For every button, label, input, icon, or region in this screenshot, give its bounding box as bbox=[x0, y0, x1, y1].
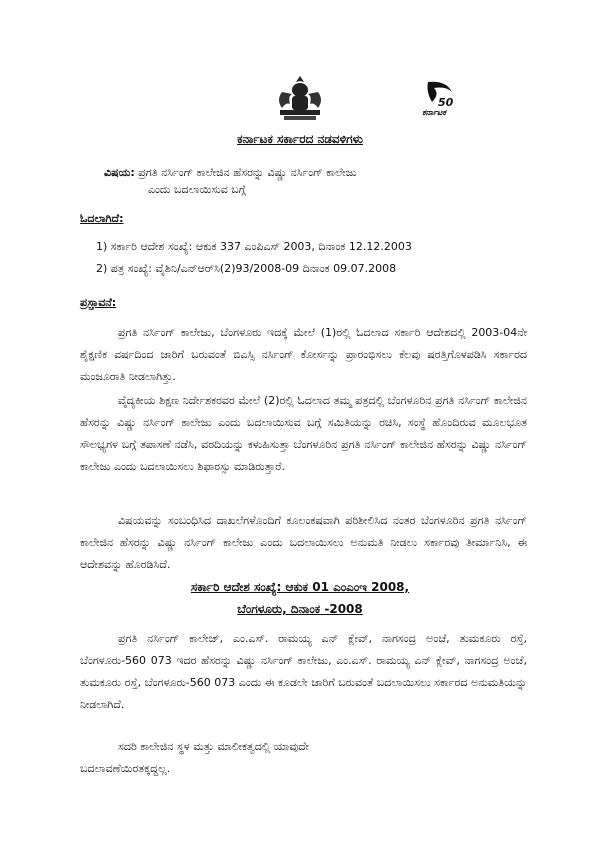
reference-item: 2) ಪತ್ರ ಸಂಖ್ಯೆ: ವೈಶಿನಿ/ಎನ್‌ಆರ್‌ಸಿ(2)93/2008-09 ದಿನಾಂಕ 09.07.2008 bbox=[96, 262, 397, 275]
closing-line-2: ಬದಲಾವಣೆಯಿರತಕ್ಕದ್ದಲ್ಲ. bbox=[80, 762, 171, 775]
preamble-heading: ಪ್ರಸ್ತಾವನೆ: bbox=[80, 296, 117, 309]
references-list bbox=[96, 236, 412, 280]
subject-label: ವಿಷಯ: bbox=[104, 166, 135, 179]
order-number: ಸರ್ಕಾರಿ ಆದೇಶ ಸಂಖ್ಯೆ: ಆಕುಕ 01 ಎಂಎಂಇ 2008, bbox=[190, 580, 410, 594]
closing-line-1: ಸದರಿ ಕಾಲೇಜಿನ ಸ್ಥಳ ಮತ್ತು ಮಾಲೀಕತ್ವದಲ್ಲಿ ಯಾವುದೇ bbox=[118, 740, 309, 753]
preamble-paragraph-2 bbox=[80, 390, 527, 478]
closing-paragraph bbox=[80, 736, 527, 758]
karnataka-50-logo bbox=[410, 80, 458, 126]
paragraph-text: ವೈದ್ಯಕೀಯ ಶಿಕ್ಷಣ ನಿರ್ದೇಶಕರವರ ಮೇಲೆ (2)ರಲ್ಲಿ ಓದಲಾದ ತಮ್ಮ ಪತ್ರದಲ್ಲಿ ಬೆಂಗಳೂರಿನ ಪ್ರಗತಿ ನರ್ಸಿಂಗ್ ಕಾಲೇಜಿನ ಹೆಸರನ್ನು ವಿಷ್ಣು ನರ್ಸಿಂಗ್ ಕಾಲೇಜು ಎಂದು ಬದಲಾಯಿಸುವ ಬಗ್ಗೆ ಸಮಿತಿಯನ್ನು ರಚಿಸಿ, ಸಂಸ್ಥೆ ಹೊಂದಿರುವ ಮೂಲಭೂತ ಸೌಲಭ್ಯಗಳ ಬಗ್ಗೆ ತಪಾಸಣೆ ನಡೆಸಿ, ವರದಿಯನ್ನು ಕಳುಹಿಸುತ್ತಾ ಬೆಂಗಳೂರಿನ ಪ್ರಗತಿ ನರ್ಸಿಂಗ್ ಕಾಲೇಜಿನ ಹೆಸರನ್ನು ವಿಷ್ಣು ನರ್ಸಿಂಗ್ ಕಾಲೇಜು ಎಂದು ಬದಲಾಯಿಸಲು ಶಿಫಾರಸ್ಸು ಮಾಡಿರುತ್ತಾರೆ. bbox=[80, 394, 527, 473]
svg-text:50: 50 bbox=[438, 96, 454, 109]
karnataka-50-logo-icon bbox=[410, 80, 458, 110]
reference-item: 1) ಸರ್ಕಾರಿ ಆದೇಶ ಸಂಖ್ಯೆ: ಆಕುಕ 337 ಎಂಪಿಎಸ್ 2003, ದಿನಾಂಕ 12.12.2003 bbox=[96, 240, 412, 253]
order-heading bbox=[0, 576, 600, 620]
paragraph-text: ಪ್ರಗತಿ ನರ್ಸಿಂಗ್ ಕಾಲೇಜ್, ಎಂ.ಎಸ್. ರಾಮಯ್ಯ ಎನ್ ಕ್ಲೇವ್, ನಾಗಸಂದ್ರ ಅಂಚೆ, ತುಮಕೂರು ರಸ್ತೆ, ಬೆಂಗಳೂರು-560 073 ಇದರ ಹೆಸರನ್ನು ವಿಷ್ಣು ನರ್ಸಿಂಗ್ ಕಾಲೇಜು, ಎಂ.ಎಸ್. ರಾಮಯ್ಯ ಎನ್ ಕ್ಲೇವ್, ನಾಗಸಂದ್ರ ಅಂಚೆ, ತುಮಕೂರು ರಸ್ತೆ, ಬೆಂಗಳೂರು-560 073 ಎಂದು ಈ ಕೂಡಲೇ ಜಾರಿಗೆ ಬರುವಂತೆ ಬದಲಾಯಿಸಲು ಸರ್ಕಾರದ ಅನುಮತಿಯನ್ನು ನೀಡಲಾಗಿದೆ. bbox=[80, 632, 527, 711]
order-paragraph bbox=[80, 628, 527, 716]
paragraph-text: ಪ್ರಗತಿ ನರ್ಸಿಂಗ್ ಕಾಲೇಜು, ಬೆಂಗಳೂರು ಇದಕ್ಕೆ ಮೇಲೆ (1)ರಲ್ಲಿ ಓದಲಾದ ಸರ್ಕಾರಿ ಆದೇಶದಲ್ಲಿ 2003-04ನೇ ಶೈಕ್ಷಣಿಕ ವರ್ಷದಿಂದ ಜಾರಿಗೆ ಬರುವಂತೆ ಬಿಎಸ್ಸಿ ನರ್ಸಿಂಗ್ ಕೋರ್ಸನ್ನು ಪ್ರಾರಂಭಿಸಲು ಕೆಲವು ಷರತ್ತಿಗೊಳಪಡಿಸಿ ಸರ್ಕಾರದ ಮಂಜೂರಾತಿ ನೀಡಲಾಗಿತ್ತು. bbox=[80, 326, 527, 383]
state-emblem-icon bbox=[270, 72, 330, 124]
document-title: ಕರ್ನಾಟಕ ಸರ್ಕಾರದ ನಡವಳಿಗಳು bbox=[237, 132, 363, 146]
order-place-date: ಬೆಂಗಳೂರು, ದಿನಾಂಕ -2008 bbox=[237, 602, 363, 616]
logo-caption: ಕರ್ನಾಟಕ bbox=[422, 108, 446, 117]
subject-block bbox=[104, 164, 524, 198]
subject-line-1: ಪ್ರಗತಿ ನರ್ಸಿಂಗ್ ಕಾಲೇಜಿನ ಹೆಸರನ್ನು ವಿಷ್ಣು ನರ್ಸಿಂಗ್ ಕಾಲೇಜು bbox=[138, 166, 357, 179]
preamble-paragraph-3 bbox=[80, 510, 527, 576]
references-heading: ಓದಲಾಗಿದೆ: bbox=[80, 212, 124, 225]
preamble-paragraph-1 bbox=[80, 322, 527, 388]
subject-line-2: ಎಂದು ಬದಲಾಯಿಸುವ ಬಗ್ಗೆ bbox=[148, 183, 246, 196]
paragraph-text: ವಿಷಯವನ್ನು ಸಂಬಂಧಿಸಿದ ದಾಖಲೆಗಳೊಂದಿಗೆ ಕೂಲಂಕಷವಾಗಿ ಪರಿಶೀಲಿಸಿದ ನಂತರ ಬೆಂಗಳೂರಿನ ಪ್ರಗತಿ ನರ್ಸಿಂಗ್ ಕಾಲೇಜಿನ ಹೆಸರನ್ನು ವಿಷ್ಣು ನರ್ಸಿಂಗ್ ಕಾಲೇಜು ಎಂದು ಬದಲಾಯಿಸಲು ಅನುಮತಿ ನೀಡಲು ಸರ್ಕಾರವು ತೀರ್ಮಾನಿಸಿ, ಈ ಆದೇಶವನ್ನು ಹೊರಡಿಸಿದೆ. bbox=[80, 514, 527, 571]
